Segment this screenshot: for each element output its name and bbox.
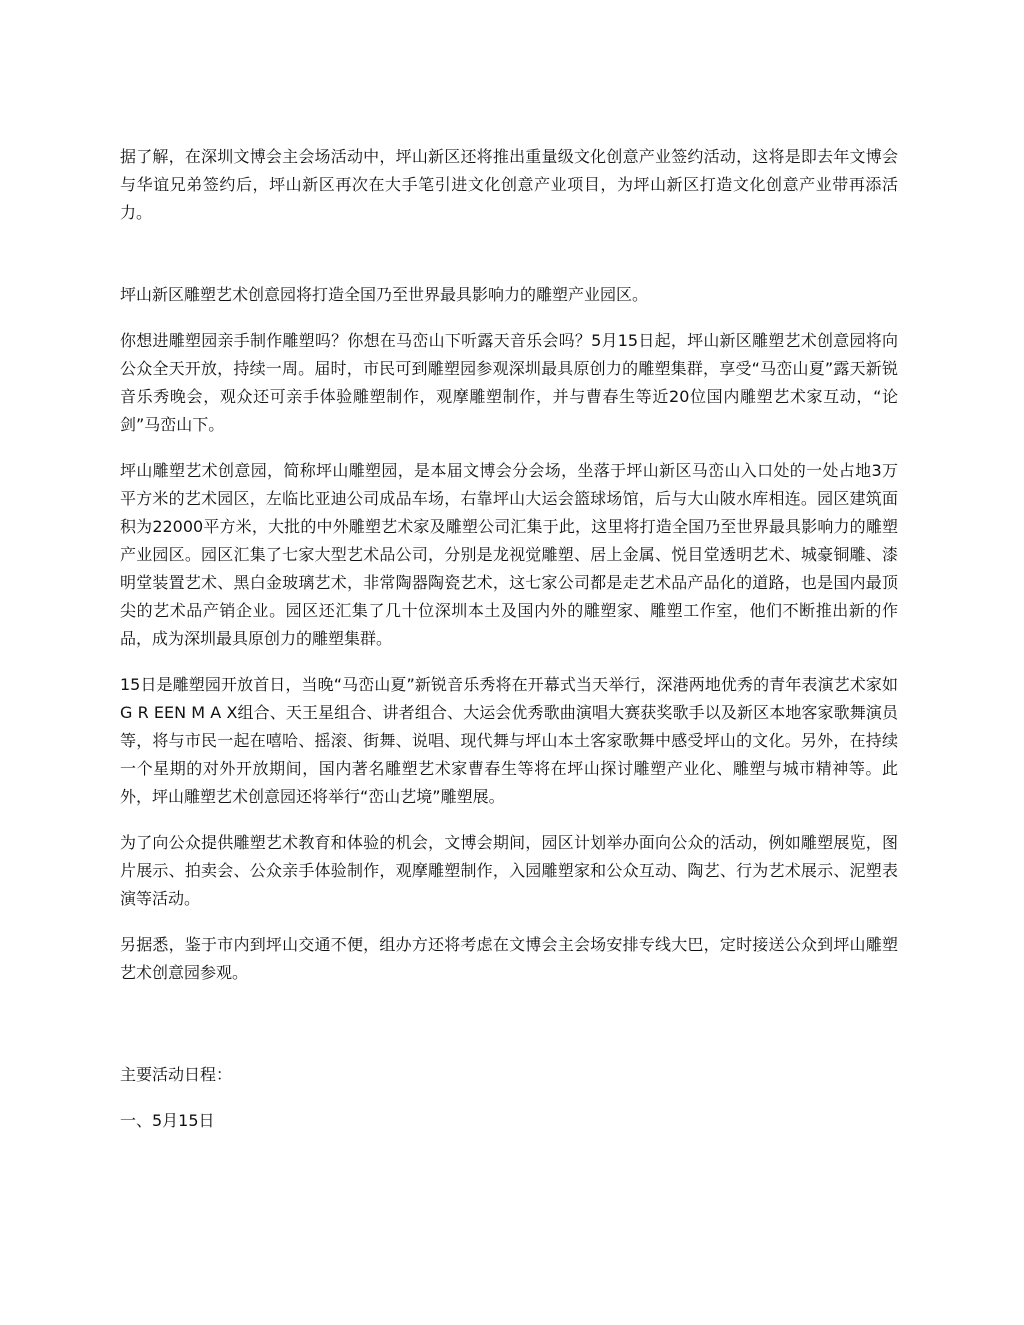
paragraph-park-description: 坪山雕塑艺术创意园，简称坪山雕塑园，是本届文博会分会场，坐落于坪山新区马峦山入口处的一处占地3万平方米的艺术园区，左临比亚迪公司成品车场，右靠坪山大运会篮球场馆，后与大山陂水库相连。园区建筑面积为22000平方米，大批的中外雕塑艺术家及雕塑公司汇集于此，这里将打造全国乃至世界最具影响力的雕塑产业园区。园区汇集了七家大型艺术品公司，分别是龙视觉雕塑、居上金属、悦目堂透明艺术、城豪铜雕、漆明堂装置艺术、黑白金玻璃艺术，非常陶器陶瓷艺术，这七家公司都是走艺术品产品化的道路，也是国内最顶尖的艺术品产销企业。园区还汇集了几十位深圳本土及国内外的雕塑家、雕塑工作室，他们不断推出新的作品，成为深圳最具原创力的雕塑集群。 [120, 461, 898, 648]
paragraph-headline: 坪山新区雕塑艺术创意园将打造全国乃至世界最具影响力的雕塑产业园区。 [120, 285, 649, 304]
paragraph-shuttle-bus: 另据悉，鉴于市内到坪山交通不便，组办方还将考虑在文博会主会场安排专线大巴，定时接送公众到坪山雕塑艺术创意园参观。 [120, 935, 898, 982]
document-body [120, 143, 898, 1135]
paragraph-opening-day: 15日是雕塑园开放首日，当晚“马峦山夏”新锐音乐秀将在开幕式当天举行，深港两地优秀的青年表演艺术家如G R EEN M A X组合、天王星组合、讲者组合、大运会优秀歌曲演唱大赛获奖歌手以及新区本地客家歌舞演员等，将与市民一起在嘻哈、摇滚、街舞、说唱、现代舞与坪山本土客家歌舞中感受坪山的文化。另外，在持续一个星期的对外开放期间，国内著名雕塑艺术家曹春生等将在坪山探讨雕塑产业化、雕塑与城市精神等。此外，坪山雕塑艺术创意园还将举行“峦山艺境”雕塑展。 [120, 675, 898, 806]
schedule-heading: 主要活动日程： [120, 1065, 233, 1084]
paragraph-intro: 据了解，在深圳文博会主会场活动中，坪山新区还将推出重量级文化创意产业签约活动，这将是即去年文博会与华谊兄弟签约后，坪山新区再次在大手笔引进文化创意产业项目，为坪山新区打造文化创意产业带再添活力。 [120, 147, 898, 222]
schedule-item: 一、5月15日 [120, 1111, 215, 1130]
paragraph-public-activities: 为了向公众提供雕塑艺术教育和体验的机会，文博会期间，园区计划举办面向公众的活动，例如雕塑展览，图片展示、拍卖会、公众亲手体验制作，观摩雕塑制作，入园雕塑家和公众互动、陶艺、行为艺术展示、泥塑表演等活动。 [120, 833, 898, 908]
paragraph-open-invite: 你想进雕塑园亲手制作雕塑吗？你想在马峦山下听露天音乐会吗？5月15日起，坪山新区雕塑艺术创意园将向公众全天开放，持续一周。届时，市民可到雕塑园参观深圳最具原创力的雕塑集群，享受“马峦山夏”露天新锐音乐秀晚会，观众还可亲手体验雕塑制作，观摩雕塑制作，并与曹春生等近20位国内雕塑艺术家互动，“论剑”马峦山下。 [120, 331, 898, 434]
